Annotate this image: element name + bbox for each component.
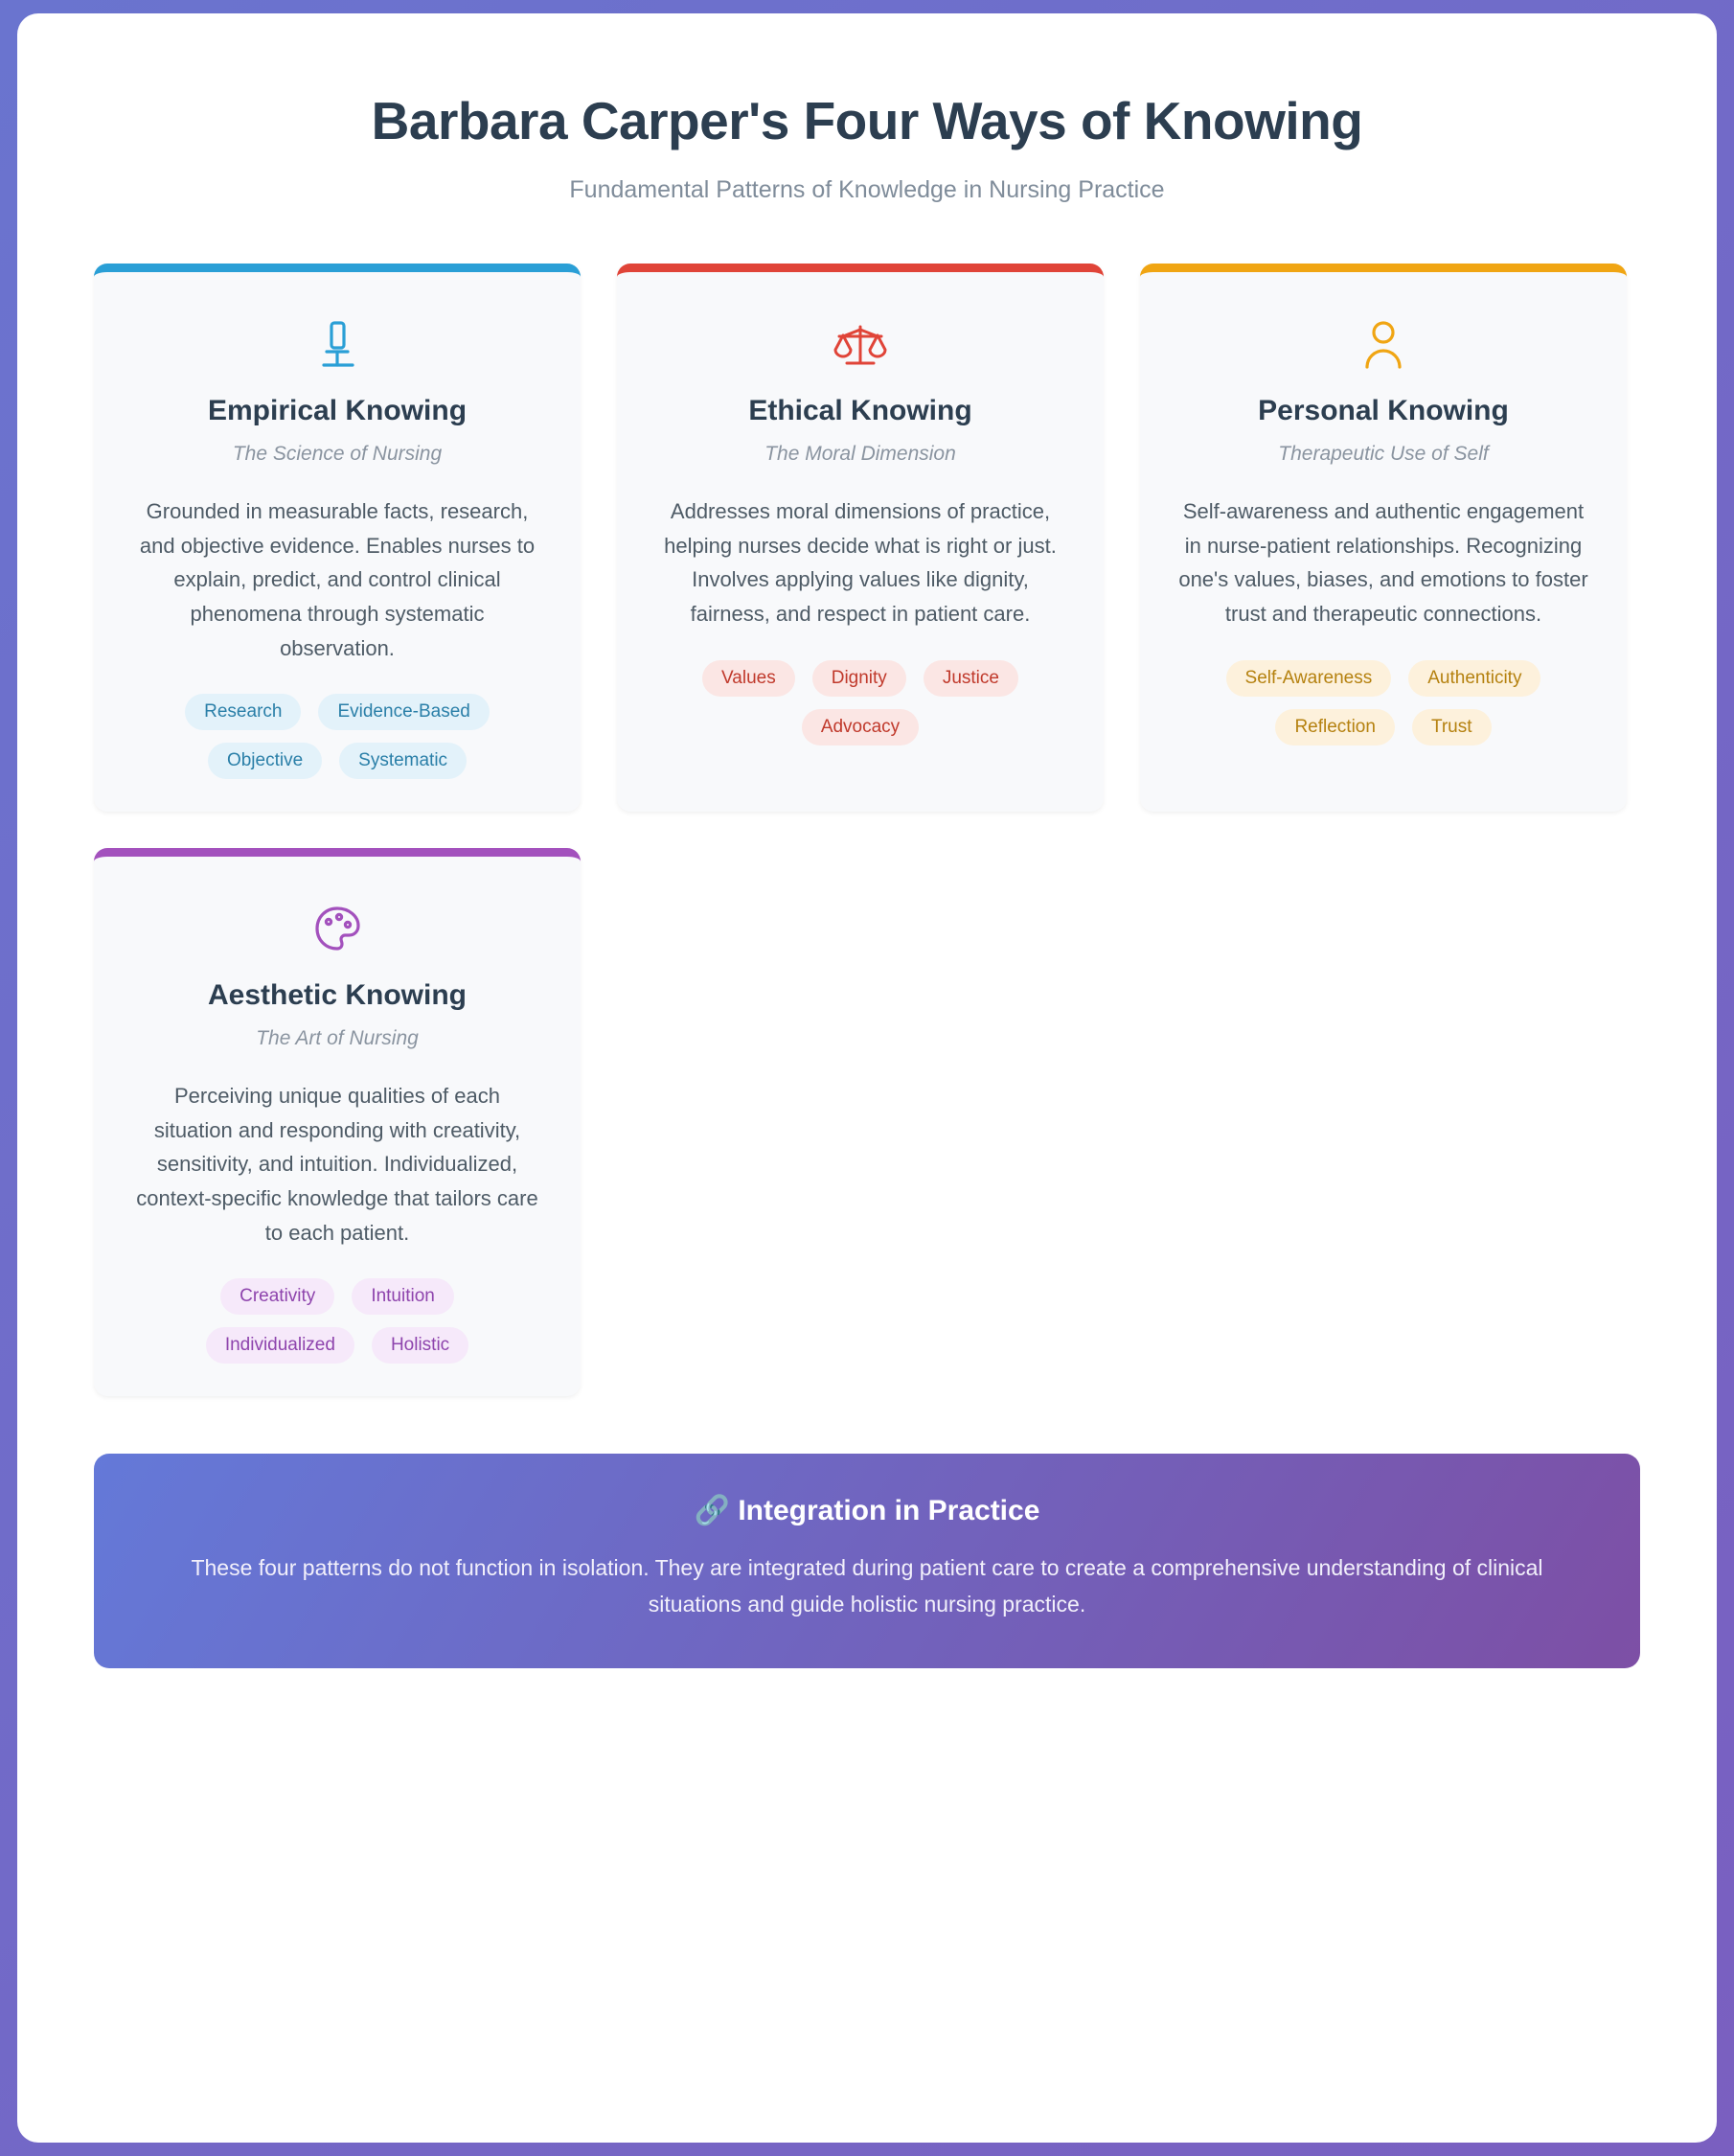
card-tag-list [132,694,542,779]
card-tag: Holistic [372,1327,468,1364]
card-tag: Reflection [1275,709,1395,745]
card-tag: Creativity [220,1278,334,1315]
card-tag-list [132,1278,542,1364]
card-tag-list [655,660,1065,745]
link-icon: 🔗 [694,1495,730,1527]
card-tag: Objective [208,743,322,779]
card-tag: Values [702,660,795,697]
card-content [617,272,1104,745]
card-tag: Individualized [206,1327,354,1364]
card-subtitle: The Science of Nursing [232,443,443,465]
card-tag: Authenticity [1408,660,1540,697]
page-subtitle: Fundamental Patterns of Knowledge in Nursing Practice [569,176,1165,203]
integration-banner [94,1454,1640,1668]
card-description: Perceiving unique qualities of each situation and responding with creativity, sensitivity, and intuition. Individualized, context-specific knowledge that tailors care to each patient. [136,1084,538,1245]
card-tag: Advocacy [802,709,919,745]
card-title: Ethical Knowing [748,395,972,426]
card-description: Addresses moral dimensions of practice, helping nurses decide what is right or just. Involves applying values like dignity, fairness, and respect in patient care. [664,499,1057,626]
document-page [17,13,1717,2143]
card-content [94,272,581,779]
knowing-card-empirical [94,264,581,812]
card-tag: Justice [924,660,1018,697]
knowing-card-ethical [617,264,1104,812]
integration-text: These four patterns do not function in isolation. They are integrated during patient care to create a comprehensive understanding of clinical situations and guide holistic nursing practice. [191,1555,1543,1617]
card-tag: Dignity [812,660,906,697]
card-tag: Systematic [339,743,467,779]
card-subtitle: The Moral Dimension [764,443,956,465]
card-subtitle: The Art of Nursing [256,1027,419,1050]
page-title: Barbara Carper's Four Ways of Knowing [371,91,1363,150]
card-title: Empirical Knowing [207,395,468,426]
card-title: Aesthetic Knowing [207,979,467,1012]
knowing-card-aesthetic [94,848,581,1396]
card-title: Personal Knowing [1258,395,1509,426]
integration-title: 🔗 Integration in Practice [694,1495,1040,1527]
palette-icon [132,899,542,954]
card-subtitle: Therapeutic Use of Self [1278,443,1489,465]
card-tag: Intuition [352,1278,454,1315]
card-description: Self-awareness and authentic engagement in nurse-patient relationships. Recognizing one's values, biases, and emotions to foster trust and therapeutic connections. [1178,499,1588,626]
scales-icon [655,314,1065,370]
card-content [1140,272,1627,745]
card-content [94,857,581,1364]
card-tag: Evidence-Based [318,694,489,730]
card-tag: Trust [1412,709,1492,745]
card-description: Grounded in measurable facts, research, and objective evidence. Enables nurses to explain, predict, and control clinical phenomena through systematic observation. [139,499,536,660]
knowing-cards-grid [94,264,1640,1396]
card-tag: Research [185,694,301,730]
card-tag-list [1178,660,1588,745]
card-tag: Self-Awareness [1226,660,1392,697]
person-icon [1178,314,1588,370]
microscope-icon [132,314,542,370]
knowing-card-personal [1140,264,1627,812]
